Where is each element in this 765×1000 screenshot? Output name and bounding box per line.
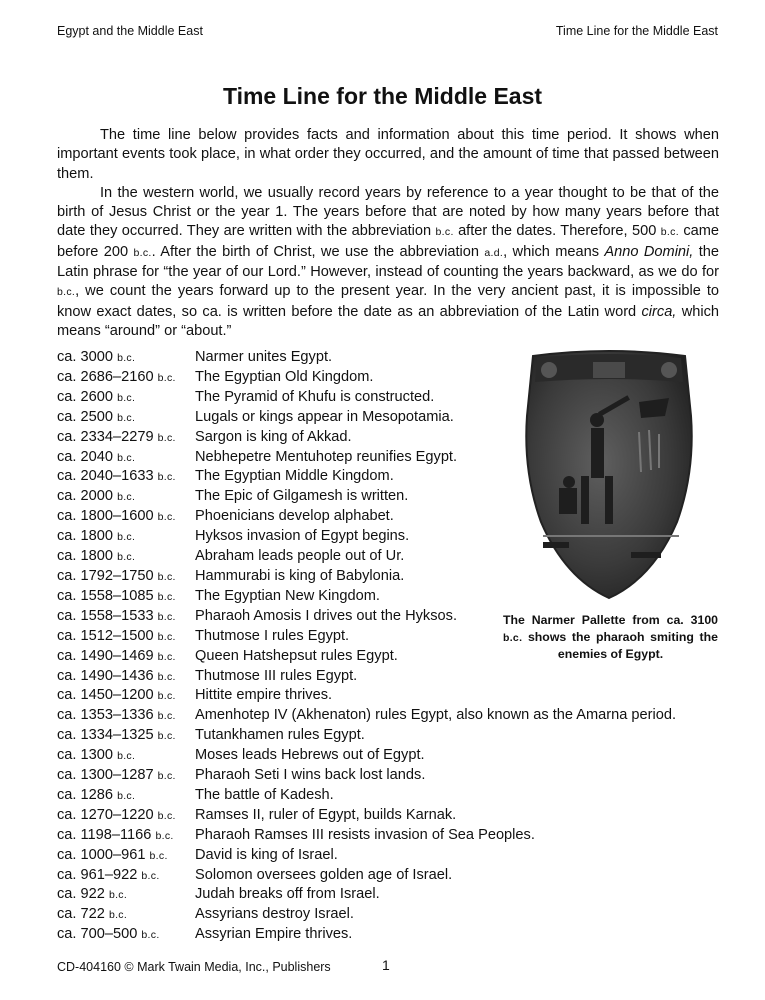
figure-caption: The Narmer Pallette from ca. 3100 b.c. shows the pharaoh smiting the enemies of Egypt. bbox=[503, 613, 718, 661]
page-title: Time Line for the Middle East bbox=[222, 83, 543, 109]
timeline-event: The Egyptian Old Kingdom. bbox=[195, 368, 374, 385]
timeline-date: ca. 722 b.c. bbox=[57, 906, 128, 923]
narmer-palette-figure bbox=[503, 342, 718, 663]
timeline-date: ca. 1800 b.c. bbox=[57, 528, 136, 545]
timeline-date: ca. 3000 b.c. bbox=[57, 349, 136, 365]
timeline-era: b.c. bbox=[157, 670, 176, 683]
timeline-event: The Pyramid of Khufu is constructed. bbox=[195, 388, 435, 405]
timeline-row bbox=[57, 766, 676, 786]
timeline-era: b.c. bbox=[157, 770, 176, 783]
timeline-era: b.c. bbox=[157, 650, 176, 663]
timeline-event: Assyrian Empire thrives. bbox=[195, 926, 353, 943]
timeline-event: The Egyptian Middle Kingdom. bbox=[195, 468, 394, 485]
timeline-date: ca. 1450–1200 b.c. bbox=[57, 687, 176, 704]
timeline-era: b.c. bbox=[155, 829, 174, 842]
timeline-event: Narmer unites Egypt. bbox=[195, 349, 333, 365]
timeline-date: ca. 1558–1085 b.c. bbox=[57, 587, 176, 604]
timeline-era: b.c. bbox=[141, 869, 160, 882]
timeline-row bbox=[57, 846, 676, 866]
timeline-event: Hyksos invasion of Egypt begins. bbox=[195, 528, 410, 545]
timeline-date: ca. 1286 b.c. bbox=[57, 786, 136, 803]
timeline-date: ca. 1198–1166 b.c. bbox=[57, 826, 174, 843]
timeline-date: ca. 1300–1287 b.c. bbox=[57, 767, 176, 784]
timeline-event: Hittite empire thrives. bbox=[195, 687, 333, 704]
timeline-row bbox=[57, 925, 676, 945]
timeline-event: Solomon oversees golden age of Israel. bbox=[195, 866, 453, 883]
timeline-event: Thutmose III rules Egypt. bbox=[195, 667, 358, 684]
timeline-date: ca. 2000 b.c. bbox=[57, 488, 136, 505]
timeline-event: Judah breaks off from Israel. bbox=[195, 886, 380, 903]
running-head-right: Time Line for the Middle East bbox=[555, 24, 718, 38]
timeline-date: ca. 1490–1469 b.c. bbox=[57, 647, 176, 664]
timeline-date: ca. 922 b.c. bbox=[57, 886, 128, 903]
timeline-era: b.c. bbox=[157, 710, 176, 723]
timeline-date: ca. 1800–1600 b.c. bbox=[57, 508, 176, 525]
timeline-event: Sargon is king of Akkad. bbox=[195, 428, 352, 445]
timeline-event: Pharaoh Amosis I drives out the Hyksos. bbox=[195, 607, 457, 624]
timeline-event: Ramses II, ruler of Egypt, builds Karnak. bbox=[195, 806, 457, 823]
intro-paragraph-1: The time line below provides facts and information about this time period. It shows when important events took place, in what order they occurred, and the amount of time that passed between them. bbox=[57, 127, 719, 182]
timeline-event: Abraham leads people out of Ur. bbox=[195, 548, 405, 565]
timeline-date: ca. 1490–1436 b.c. bbox=[57, 667, 176, 684]
timeline-event: The Epic of Gilgamesh is written. bbox=[195, 488, 409, 505]
timeline-event: Thutmose I rules Egypt. bbox=[195, 627, 350, 644]
timeline-event: Pharaoh Seti I wins back lost lands. bbox=[195, 767, 426, 784]
timeline-era: b.c. bbox=[157, 590, 176, 603]
timeline-row bbox=[57, 885, 676, 905]
timeline-event: Assyrians destroy Israel. bbox=[195, 906, 354, 923]
timeline-event: The Egyptian New Kingdom. bbox=[195, 587, 380, 604]
timeline-date: ca. 1270–1220 b.c. bbox=[57, 806, 176, 823]
timeline-date: ca. 2334–2279 b.c. bbox=[57, 428, 176, 445]
timeline-row bbox=[57, 746, 676, 766]
timeline-date: ca. 1558–1533 b.c. bbox=[57, 607, 176, 624]
intro-text bbox=[57, 126, 719, 341]
timeline-event: Phoenicians develop alphabet. bbox=[195, 508, 394, 525]
timeline-row bbox=[57, 726, 676, 746]
timeline-event: Moses leads Hebrews out of Egypt. bbox=[195, 747, 425, 764]
timeline-date: ca. 2686–2160 b.c. bbox=[57, 368, 176, 385]
intro-paragraph-2: In the western world, we usually record years by reference to a year thought to be that of the birth of Jesus Christ or the year 1. The years before that are noted by how many years before that date they occurred. They are written with the abbreviation b.c. after the dates. Therefore, 500 b.c. came before 200 b.c.. After the birth of Christ, we use the abbreviation a.d., which means Anno Domini, the Latin phrase for “the year of our Lord.” However, instead of counting the years backward, as we do for b.c., we count the years forward up to the present year. In the very ancient past, it is impossible to know exact dates, so ca. is written before the date as an abbreviation of the Latin word circa, which means “around” or “about.” bbox=[57, 184, 720, 339]
timeline-event: Amenhotep IV (Akhenaton) rules Egypt, also known as the Amarna period. bbox=[195, 707, 677, 724]
timeline-era: b.c. bbox=[117, 391, 136, 404]
timeline-event: Lugals or kings appear in Mesopotamia. bbox=[195, 408, 454, 425]
timeline-row bbox=[57, 905, 676, 925]
timeline-era: b.c. bbox=[117, 411, 136, 424]
timeline-era: b.c. bbox=[157, 431, 176, 444]
timeline-date: ca. 2600 b.c. bbox=[57, 388, 136, 405]
timeline-row bbox=[57, 826, 676, 846]
timeline-era: b.c. bbox=[117, 451, 136, 464]
timeline-era: b.c. bbox=[157, 730, 176, 743]
timeline-date: ca. 1512–1500 b.c. bbox=[57, 627, 176, 644]
timeline-date: ca. 2040–1633 b.c. bbox=[57, 468, 176, 485]
timeline-event: Pharaoh Ramses III resists invasion of Sea Peoples. bbox=[195, 826, 535, 843]
page-number: 1 bbox=[382, 957, 390, 973]
timeline-era: b.c. bbox=[157, 371, 176, 384]
timeline-date: ca. 1800 b.c. bbox=[57, 548, 136, 565]
timeline-era: b.c. bbox=[117, 789, 136, 802]
timeline-era: b.c. bbox=[157, 630, 176, 643]
timeline-era: b.c. bbox=[157, 471, 176, 484]
timeline-row bbox=[57, 786, 676, 806]
timeline-era: b.c. bbox=[117, 352, 136, 364]
timeline-event: Nebhepetre Mentuhotep reunifies Egypt. bbox=[195, 448, 458, 465]
timeline-date: ca. 1300 b.c. bbox=[57, 747, 136, 764]
timeline-event: The battle of Kadesh. bbox=[195, 786, 334, 803]
timeline-date: ca. 2040 b.c. bbox=[57, 448, 136, 465]
timeline-row bbox=[57, 706, 676, 726]
timeline-date: ca. 1000–961 b.c. bbox=[57, 846, 168, 863]
timeline-era: b.c. bbox=[117, 491, 136, 504]
timeline-era: b.c. bbox=[157, 511, 176, 524]
timeline-row bbox=[57, 866, 676, 886]
timeline-era: b.c. bbox=[117, 750, 136, 763]
timeline-era: b.c. bbox=[117, 531, 136, 544]
timeline-era: b.c. bbox=[108, 889, 128, 902]
timeline-event: David is king of Israel. bbox=[195, 846, 338, 863]
timeline-date: ca. 1353–1336 b.c. bbox=[57, 707, 176, 724]
narmer-palette-image bbox=[519, 342, 699, 604]
timeline-era: b.c. bbox=[157, 809, 176, 822]
timeline-era: b.c. bbox=[141, 929, 160, 942]
timeline-date: ca. 2500 b.c. bbox=[57, 408, 136, 425]
timeline-date: ca. 700–500 b.c. bbox=[57, 926, 160, 943]
timeline-row bbox=[57, 667, 676, 687]
timeline-date: ca. 1334–1325 b.c. bbox=[57, 727, 176, 744]
timeline-row bbox=[57, 686, 676, 706]
timeline-row bbox=[57, 806, 676, 826]
timeline-date: ca. 961–922 b.c. bbox=[57, 866, 160, 883]
timeline-era: b.c. bbox=[149, 849, 168, 862]
timeline-era: b.c. bbox=[117, 551, 136, 564]
timeline-era: b.c. bbox=[157, 690, 176, 703]
running-head-left: Egypt and the Middle East bbox=[57, 24, 203, 38]
timeline-event: Hammurabi is king of Babylonia. bbox=[195, 567, 405, 584]
timeline-event: Queen Hatshepsut rules Egypt. bbox=[195, 647, 398, 664]
timeline-event: Tutankhamen rules Egypt. bbox=[195, 727, 365, 744]
timeline-era: b.c. bbox=[108, 909, 128, 922]
timeline-era: b.c. bbox=[157, 570, 176, 583]
footer-credit: CD-404160 © Mark Twain Media, Inc., Publishers bbox=[57, 960, 331, 974]
timeline-date: ca. 1792–1750 b.c. bbox=[57, 567, 176, 584]
timeline-era: b.c. bbox=[157, 610, 176, 623]
